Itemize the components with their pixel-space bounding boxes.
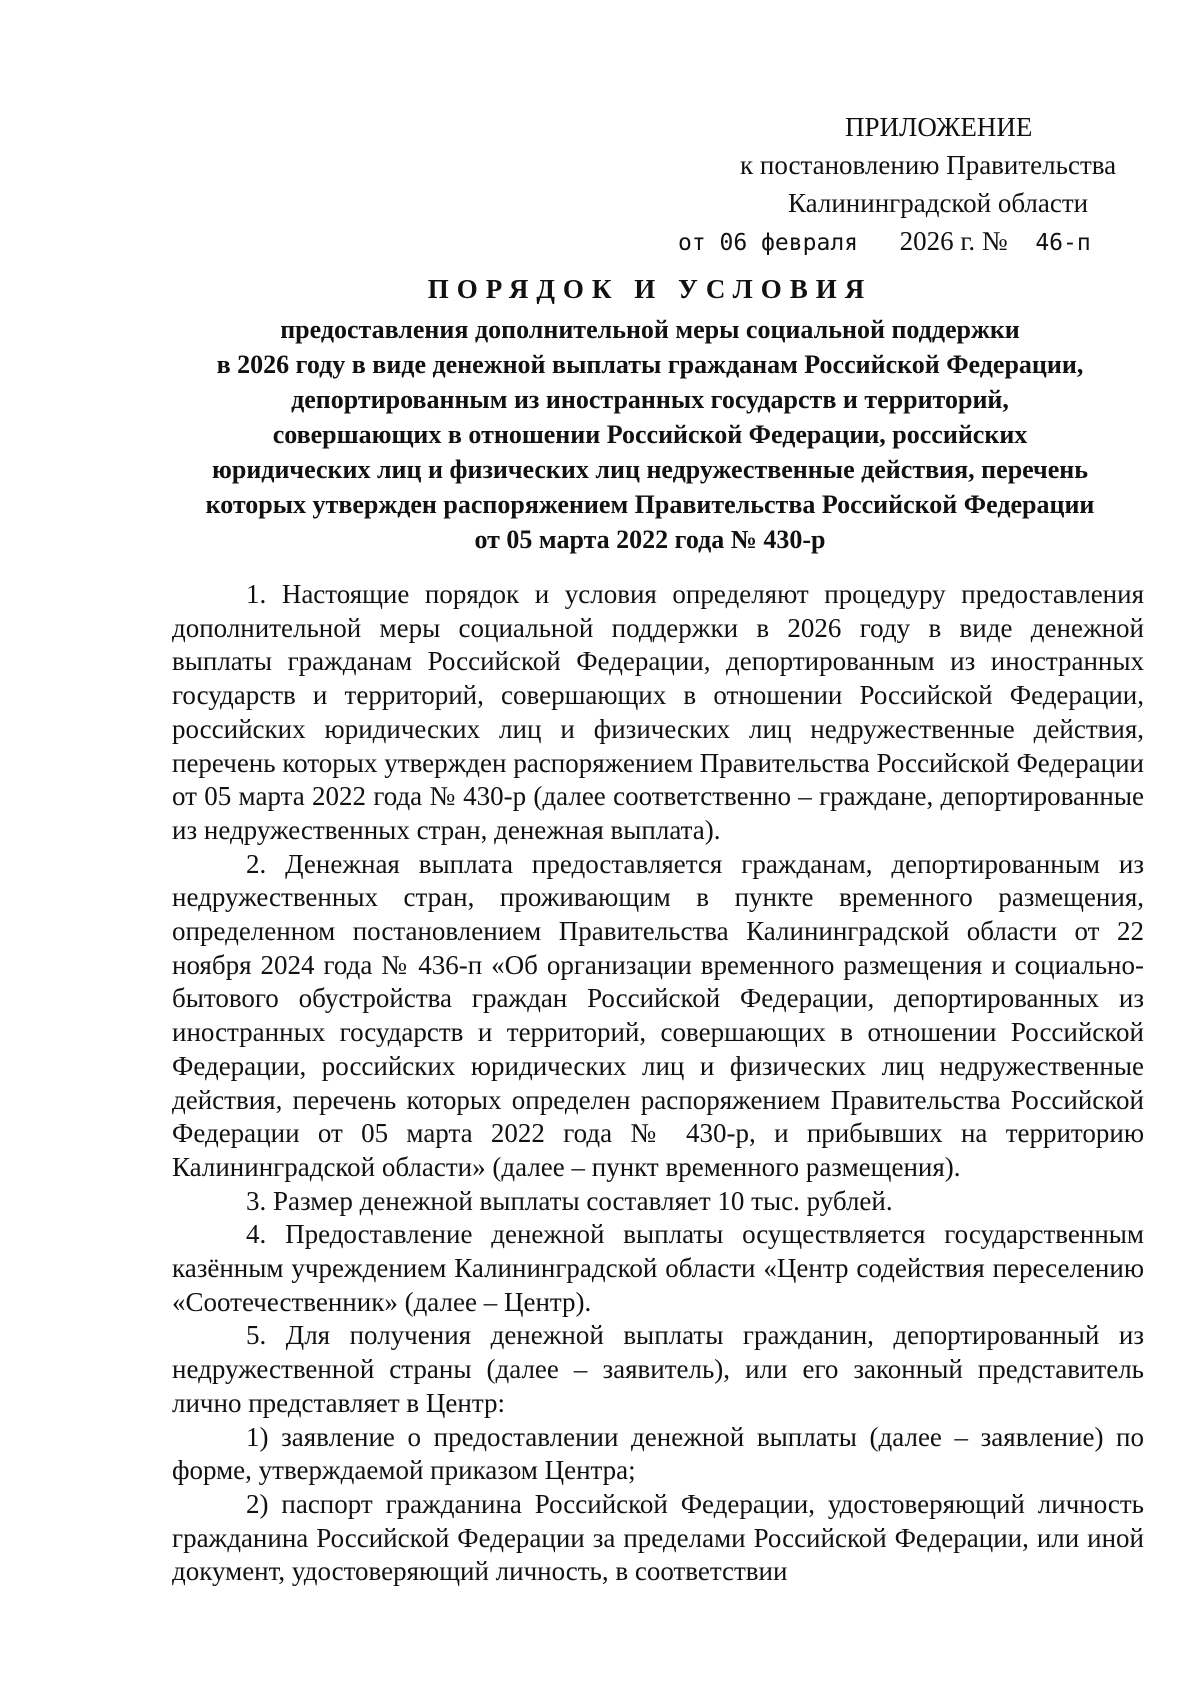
heading-title: ПОРЯДОК И УСЛОВИЯ [427, 274, 873, 304]
appendix-number: 46-п [1035, 230, 1091, 256]
heading-line: которых утвержден распоряжением Правительства Российской Федерации [205, 490, 1095, 519]
paragraph-5: 5. Для получения денежной выплаты гражданин, депортированный из недружественной страны (далее – заявитель), или его законный представитель лично представляет в Центр: [172, 1320, 1144, 1418]
paragraph-5-item-2: 2) паспорт гражданина Российской Федерации, удостоверяющий личность гражданина Российской Федерации за пределами Российской Федерации, или иной документ, удостоверяющий личность, в соответствии [172, 1488, 1144, 1587]
paragraph-1: 1. Настоящие порядок и условия определяют процедуру предоставления дополнительной меры социальной поддержки в 2026 году в виде денежной выплаты гражданам Российской Федерации, депортированным из иностранных государств и территорий, совершающих в отношении Российской Федерации, российских юридических лиц и физических лиц недружественные действия, перечень которых утвержден распоряжением Правительства Российской Федерации от 05 марта 2022 года № 430-р (далее соответственно – граждане, депортированные из недружественных стран, денежная выплата). [172, 579, 1144, 845]
appendix-date: от 06 февраля [678, 230, 859, 256]
appendix-date-line [600, 222, 1140, 262]
appendix-title: ПРИЛОЖЕНИЕ [845, 112, 1033, 142]
heading-line: от 05 марта 2022 года № 430-р [474, 525, 826, 554]
heading-line: юридических лиц и физических лиц недружественные действия, перечень [211, 455, 1088, 484]
appendix-line-resolution: к постановлению Правительства [740, 150, 1117, 180]
heading-line: совершающих в отношении Российской Федерации, российских [272, 420, 1028, 449]
appendix-line-region: Калининградской области [788, 188, 1089, 218]
document-body [172, 578, 1144, 1589]
paragraph-5-item-1: 1) заявление о предоставлении денежной выплаты (далее – заявление) по форме, утверждаемой приказом Центра; [172, 1421, 1144, 1486]
paragraph-4: 4. Предоставление денежной выплаты осуществляется государственным казённым учреждением Калининградской области «Центр содействия переселению «Соотечественник» (далее – Центр). [172, 1219, 1144, 1317]
appendix-year: 2026 г. № [899, 226, 1008, 256]
paragraph-3: 3. Размер денежной выплаты составляет 10 тыс. рублей. [246, 1185, 893, 1216]
heading-line: в 2026 году в виде денежной выплаты гражданам Российской Федерации, [216, 350, 1084, 379]
heading-line: депортированным из иностранных государств и территорий, [291, 385, 1009, 414]
heading-line: предоставления дополнительной меры социальной поддержки [280, 315, 1020, 344]
document-heading [160, 272, 1140, 557]
paragraph-2: 2. Денежная выплата предоставляется гражданам, депортированным из недружественных стран, проживающим в пункте временного размещения, определенном постановлением Правительства Калининградской области от 22 ноября 2024 года № 436-п «Об организации временного размещения и социально-бытового обустройства граждан Российской Федерации, депортированных из иностранных государств и территорий, совершающих в отношении Российской Федерации, российских юридических лиц и физических лиц недружественные действия, перечень которых определен распоряжением Правительства Российской Федерации от 05 марта 2022 года № 430-р, и прибывших на территорию Калининградской области» (далее – пункт временного размещения). [172, 848, 1144, 1182]
appendix-block [600, 108, 1140, 262]
